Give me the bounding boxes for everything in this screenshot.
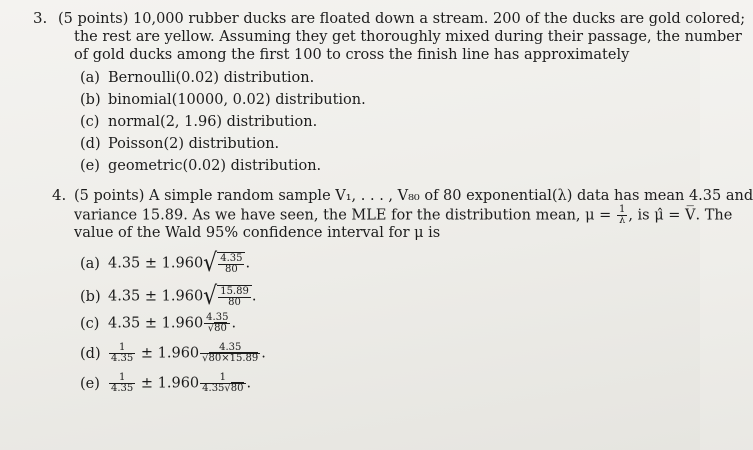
q4-line2-start: variance 15.89. As we have seen, the MLE for the distribution mean, μ = xyxy=(74,207,612,224)
fraction-numerator: 1 xyxy=(200,373,245,384)
q3-text-line-2: the rest are yellow. Assuming they get thoroughly mixed during their passage, the number xyxy=(74,29,742,45)
option-text: Poisson(2) distribution. xyxy=(108,136,280,152)
q3-option-d xyxy=(80,134,279,154)
fraction-denominator: √80 xyxy=(207,323,227,334)
question-4-number: 4. xyxy=(52,186,67,204)
fraction-denominator: 4.35 xyxy=(111,383,134,394)
q4-text-line-2 xyxy=(74,205,732,226)
mu-fraction xyxy=(617,205,627,226)
q4-option-b: (b) 4.35 ± 1.960√ $\frac{15.89}{80}$ . xyxy=(80,281,257,311)
fraction-numerator: 1 xyxy=(109,373,135,384)
option-label: (b) xyxy=(80,92,101,108)
option-e-lead-fraction xyxy=(109,373,135,394)
option-mid: ± 1.960 xyxy=(140,375,200,392)
option-d-fraction xyxy=(200,343,260,364)
option-label: (d) xyxy=(80,345,101,362)
fraction-numerator: 1 xyxy=(109,343,135,354)
q3-option-e xyxy=(80,156,321,176)
fraction-denominator: √80×15.89 xyxy=(202,353,259,364)
fraction-numerator: 1 xyxy=(618,204,626,215)
option-label: (c) xyxy=(80,114,100,130)
q4-text-line-1: (5 points) A simple random sample V₁, . . . , V₈₀ of 80 exponential(λ) data has mean 4.35 and xyxy=(74,188,753,204)
option-c-fraction xyxy=(204,313,230,334)
q3-option-a xyxy=(80,68,314,88)
option-label: (a) xyxy=(80,255,100,272)
fraction-denominator: λ xyxy=(618,215,626,226)
option-label: (d) xyxy=(80,136,101,152)
option-label: (b) xyxy=(80,288,101,305)
sqrt-fraction xyxy=(218,254,244,275)
fraction-numerator: 4.35 xyxy=(200,343,260,354)
fraction-denominator: 4.35√80 xyxy=(202,383,244,394)
option-text: Bernoulli(0.02) distribution. xyxy=(108,70,315,86)
option-lead: 4.35 ± 1.960 xyxy=(108,315,204,332)
fraction-numerator: 4.35 xyxy=(220,253,243,264)
option-label: (e) xyxy=(80,158,100,174)
fraction-numerator: 15.89 xyxy=(220,286,249,297)
fraction-numerator: 4.35 xyxy=(206,312,229,323)
q3-text-line-1: (5 points) 10,000 rubber ducks are floated down a stream. 200 of the ducks are gold colored; xyxy=(58,11,746,27)
option-mid: ± 1.960 xyxy=(140,345,200,362)
option-lead: 4.35 ± 1.960 xyxy=(108,255,204,272)
fraction-denominator: 80 xyxy=(224,264,238,275)
option-e-fraction xyxy=(200,373,245,394)
option-lead: 4.35 ± 1.960 xyxy=(108,288,204,305)
q3-option-c xyxy=(80,112,317,132)
sqrt-expression: √ $\frac{15.89}{80}$ xyxy=(203,285,252,308)
option-d-lead-fraction xyxy=(109,343,135,364)
q4-option-a: (a) 4.35 ± 1.960√ $\frac{4.35}{80}$ . xyxy=(80,248,251,278)
option-label: (a) xyxy=(80,70,100,86)
q4-option-c: (c) 4.35 ± 1.960 $\frac{4.35}{√80}$ . xyxy=(80,312,237,334)
sqrt-expression: √ $\frac{4.35}{80}$ xyxy=(203,252,245,275)
sqrt-fraction xyxy=(218,287,251,308)
option-label: (c) xyxy=(80,315,100,332)
option-label: (e) xyxy=(80,375,100,392)
q3-option-b xyxy=(80,90,366,110)
fraction-denominator: 4.35 xyxy=(111,353,134,364)
q4-option-d: (d) $\frac{1}{4.35}$ ± 1.960 $\frac{4.35}{√80\times 15.89}$ . xyxy=(80,342,266,364)
fraction-denominator: 80 xyxy=(228,297,241,308)
question-3-number: 3. xyxy=(33,9,48,27)
q4-option-e: (e) $\frac{1}{4.35}$ ± 1.960 $\frac{1}{4.35√80}$ . xyxy=(80,372,252,394)
option-text: geometric(0.02) distribution. xyxy=(108,158,322,174)
q4-line2-end: , is μ̂ = V̅. The xyxy=(628,207,733,224)
option-text: binomial(10000, 0.02) distribution. xyxy=(108,92,366,108)
q3-text-line-3: of gold ducks among the first 100 to cross the finish line has approximately xyxy=(74,47,630,63)
q4-text-line-3: value of the Wald 95% confidence interval for μ is xyxy=(74,225,441,241)
option-text: normal(2, 1.96) distribution. xyxy=(108,114,318,130)
